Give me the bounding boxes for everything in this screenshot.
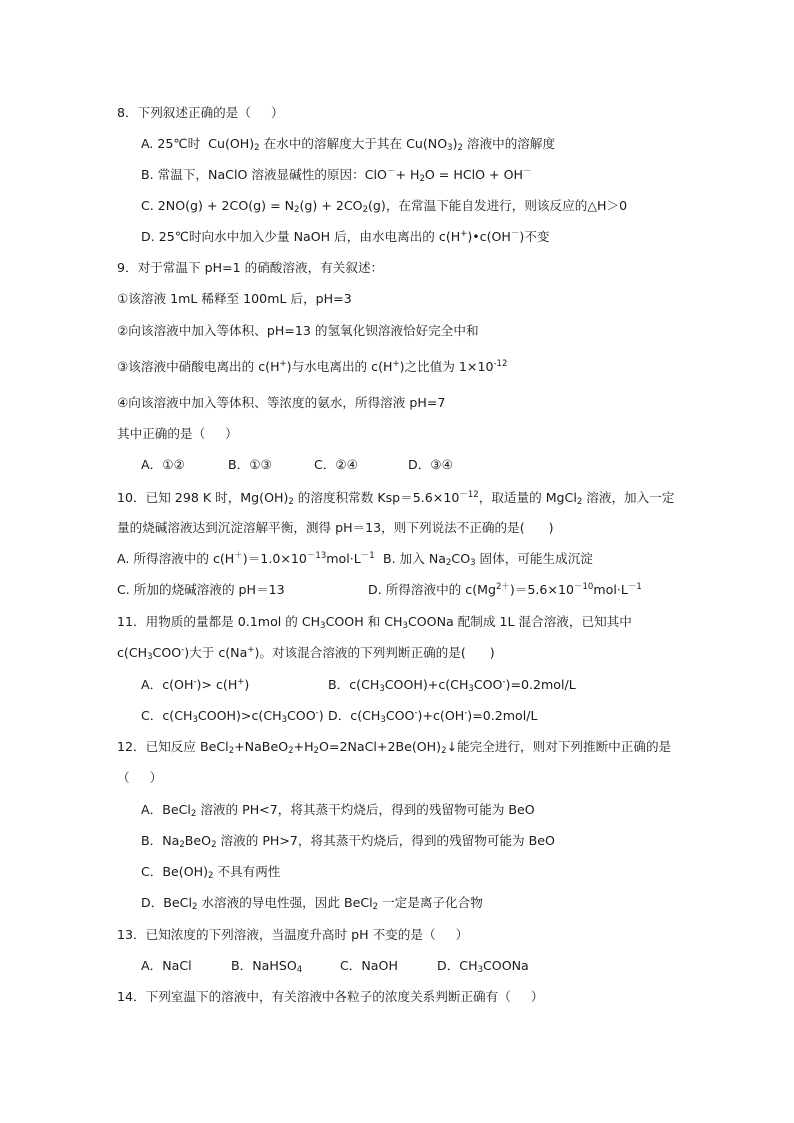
question-12-stem-line-1: 12．已知反应 $BeCl_2+NaBeO_2+H_2O=2NaCl+2Be(OH)_2↓$能完全进行，则对下列推断中正确的是: [117, 739, 672, 756]
question-13-option-c: C．NaOH: [340, 958, 398, 973]
question-9-option-a: A．①②: [141, 457, 185, 472]
question-11-option-d: D．$c(CH_3COO^-)+c(OH^-)=0.2mol/L$: [328, 708, 538, 725]
question-12-option-c: C．$Be(OH)_2$ 不具有两性: [141, 864, 281, 881]
question-13-option-a: A．NaCl: [141, 958, 192, 973]
question-9-statement-4: ④向该溶液中加入等体积、等浓度的氨水，所得溶液 pH=7: [117, 395, 446, 410]
question-11-option-c: C．$c(CH_3COOH)>c(CH_3COO^-)$: [141, 708, 324, 725]
question-10-option-c: C. 所加的烧碱溶液的 pH＝13: [117, 582, 285, 597]
question-12-stem-line-2: （ ）: [117, 770, 163, 785]
question-11-option-b: B．$c(CH_3COOH)+c(CH_3COO^-)=0.2mol/L$: [328, 677, 576, 694]
question-13-stem: 13．已知浓度的下列溶液，当温度升高时 pH 不变的是（ ）: [117, 927, 469, 942]
question-11-stem-line-1: 11．用物质的量都是 0.1mol 的 $CH_3COOH$ 和 $CH_3COONa$ 配制成 1L 混合溶液，已知其中: [117, 614, 632, 631]
question-12-option-a: A．BeCl$_2$ 溶液的 PH<7，将其蒸干灼烧后，得到的残留物可能为 BeO: [141, 802, 535, 819]
question-8-option-a: A. 25℃时 $Cu(OH)_2$ 在水中的溶解度大于其在 $Cu(NO_3)_2$ 溶液中的溶解度: [141, 136, 556, 153]
question-8-option-b: B. 常温下，NaClO 溶液显碱性的原因：$ClO^-+ H_2O$ = HClO + OH－: [141, 167, 532, 184]
question-9-option-d: D．③④: [408, 457, 453, 472]
question-11-stem-line-2: $c(CH_3COO^-)$大于 c(Na+)。对该混合溶液的下列判断正确的是( ): [117, 645, 495, 662]
question-12-option-d: D．BeCl$_2$ 水溶液的导电性强，因此 BeCl$_2$ 一定是离子化合物: [141, 895, 483, 912]
question-14-stem: 14．下列室温下的溶液中，有关溶液中各粒子的浓度关系判断正确有（ ）: [117, 989, 544, 1004]
question-10-stem-line-1: 10．已知 298 K 时，$Mg(OH)_2$ 的溶度积常数 $Ksp=5.6\times 10^{-12}$，取适量的 MgCl$_2$ 溶液，加入一定: [117, 490, 675, 507]
question-13-option-b: B．NaHSO$_4$: [231, 958, 303, 975]
question-11-option-a: A．c(OH-)> c(H+): [141, 677, 250, 692]
question-10-option-d: D. 所得溶液中的 $c(Mg^{2+})=5.6\times 10^{-10}mol\cdot L^{-1}$: [368, 582, 642, 597]
question-9-statement-3: ③该溶液中硝酸电离出的 c(H+)与水电离出的 c(H+)之比值为 $1\times 10^{-12}$: [117, 359, 508, 374]
question-9-stem: 9．对于常温下 pH=1 的硝酸溶液，有关叙述：: [117, 260, 384, 275]
question-9-prompt: 其中正确的是（ ）: [117, 426, 238, 441]
question-9-statement-1: ①该溶液 1mL 稀释至 100mL 后，pH=3: [117, 291, 352, 306]
question-9-option-c: C．②④: [314, 457, 358, 472]
question-9-statement-2: ②向该溶液中加入等体积、pH=13 的氢氧化钡溶液恰好完全中和: [117, 323, 479, 338]
question-9-option-b: B．①③: [228, 457, 272, 472]
question-12-option-b: B．$Na_2BeO_2$ 溶液的 PH>7，将其蒸干灼烧后，得到的残留物可能为 BeO: [141, 833, 555, 850]
question-10-option-b: B. 加入 $Na_2CO_3$ 固体，可能生成沉淀: [383, 551, 593, 568]
question-10-stem-line-2: 量的烧碱溶液达到沉淀溶解平衡，测得 pH＝13，则下列说法不正确的是( ): [117, 520, 554, 535]
question-8-stem: 8．下列叙述正确的是（ ）: [117, 105, 284, 120]
question-8-option-c: C. $2NO(g) + 2CO(g) = N_2(g) + 2CO_2(g)$，在常温下能自发进行，则该反应的△H＞0: [141, 198, 628, 215]
question-8-option-d: D. 25℃时向水中加入少量 NaOH 后，由水电离出的 c(H+)•c(OH－)不变: [141, 229, 550, 244]
question-10-option-a: A. 所得溶液中的 $c(H^+)=1.0\times 10^{-13}mol\cdot L^{-1}$: [117, 551, 375, 566]
question-13-option-d: D．$CH_3COONa$: [437, 958, 529, 975]
